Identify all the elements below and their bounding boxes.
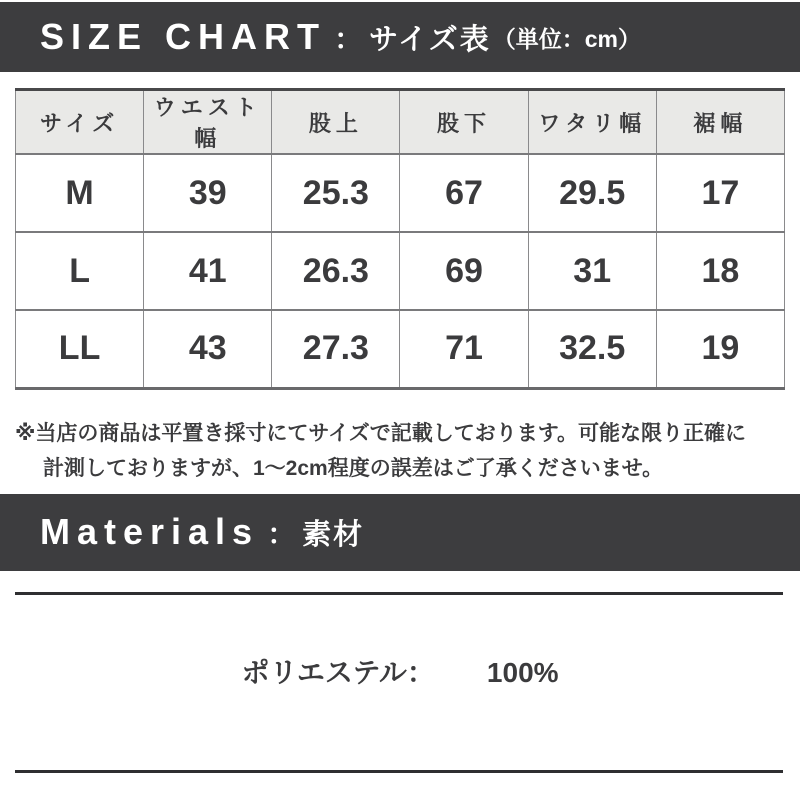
cell-m-waist: 39 — [144, 154, 272, 232]
size-table-header-row — [16, 90, 785, 155]
cell-m-size: M — [16, 154, 144, 232]
materials-bottom-divider — [15, 770, 783, 773]
header-cell-hem: 裾幅 — [656, 90, 784, 155]
material-row — [0, 651, 800, 691]
size-table — [15, 88, 785, 390]
material-value: 100% — [486, 656, 559, 688]
header-cell-size: サイズ — [16, 90, 144, 155]
cell-ll-rise: 27.3 — [272, 310, 400, 388]
table-row-ll — [16, 310, 785, 388]
cell-l-waist: 41 — [144, 232, 272, 310]
header-cell-waist: ウエスト幅 — [144, 90, 272, 155]
cell-m-inseam: 67 — [400, 154, 528, 232]
header-cell-inseam: 股下 — [400, 90, 528, 155]
header-cell-thigh: ワタリ幅 — [528, 90, 656, 155]
cell-m-thigh: 29.5 — [528, 154, 656, 232]
size-chart-unit-note: （単位：cm） — [492, 25, 641, 52]
cell-m-rise: 25.3 — [272, 154, 400, 232]
cell-l-size: L — [16, 232, 144, 310]
cell-ll-waist: 43 — [144, 310, 272, 388]
materials-title-separator: ： — [267, 518, 297, 551]
cell-l-hem: 18 — [656, 232, 784, 310]
table-row-m — [16, 154, 785, 232]
materials-title-jp: 素材 — [302, 518, 365, 551]
header-cell-rise: 股上 — [272, 90, 400, 155]
size-chart-title-en: SIZE CHART — [40, 16, 326, 57]
materials-header-bar — [0, 494, 800, 571]
size-chart-header-bar — [0, 2, 800, 72]
materials-top-divider — [15, 592, 783, 595]
cell-l-thigh: 31 — [528, 232, 656, 310]
cell-l-rise: 26.3 — [272, 232, 400, 310]
cell-ll-hem: 19 — [656, 310, 784, 388]
material-label: ポリエステル： — [241, 656, 435, 688]
measurement-note-line-2: 計測しておりますが、1〜2cm程度の誤差はご了承くださいませ。 — [43, 456, 664, 480]
measurement-note-line-1: ※当店の商品は平置き採寸にてサイズで記載しております。可能な限り正確に — [15, 421, 747, 445]
size-chart-title-separator: ： — [334, 23, 364, 56]
cell-l-inseam: 69 — [400, 232, 528, 310]
cell-ll-inseam: 71 — [400, 310, 528, 388]
cell-ll-thigh: 32.5 — [528, 310, 656, 388]
cell-m-hem: 17 — [656, 154, 784, 232]
size-chart-page — [0, 2, 800, 802]
size-chart-title-jp: サイズ表 — [369, 23, 491, 56]
cell-ll-size: LL — [58, 329, 101, 368]
materials-title-en: Materials — [40, 511, 260, 552]
table-row-l — [16, 232, 785, 310]
measurement-note — [15, 416, 800, 486]
